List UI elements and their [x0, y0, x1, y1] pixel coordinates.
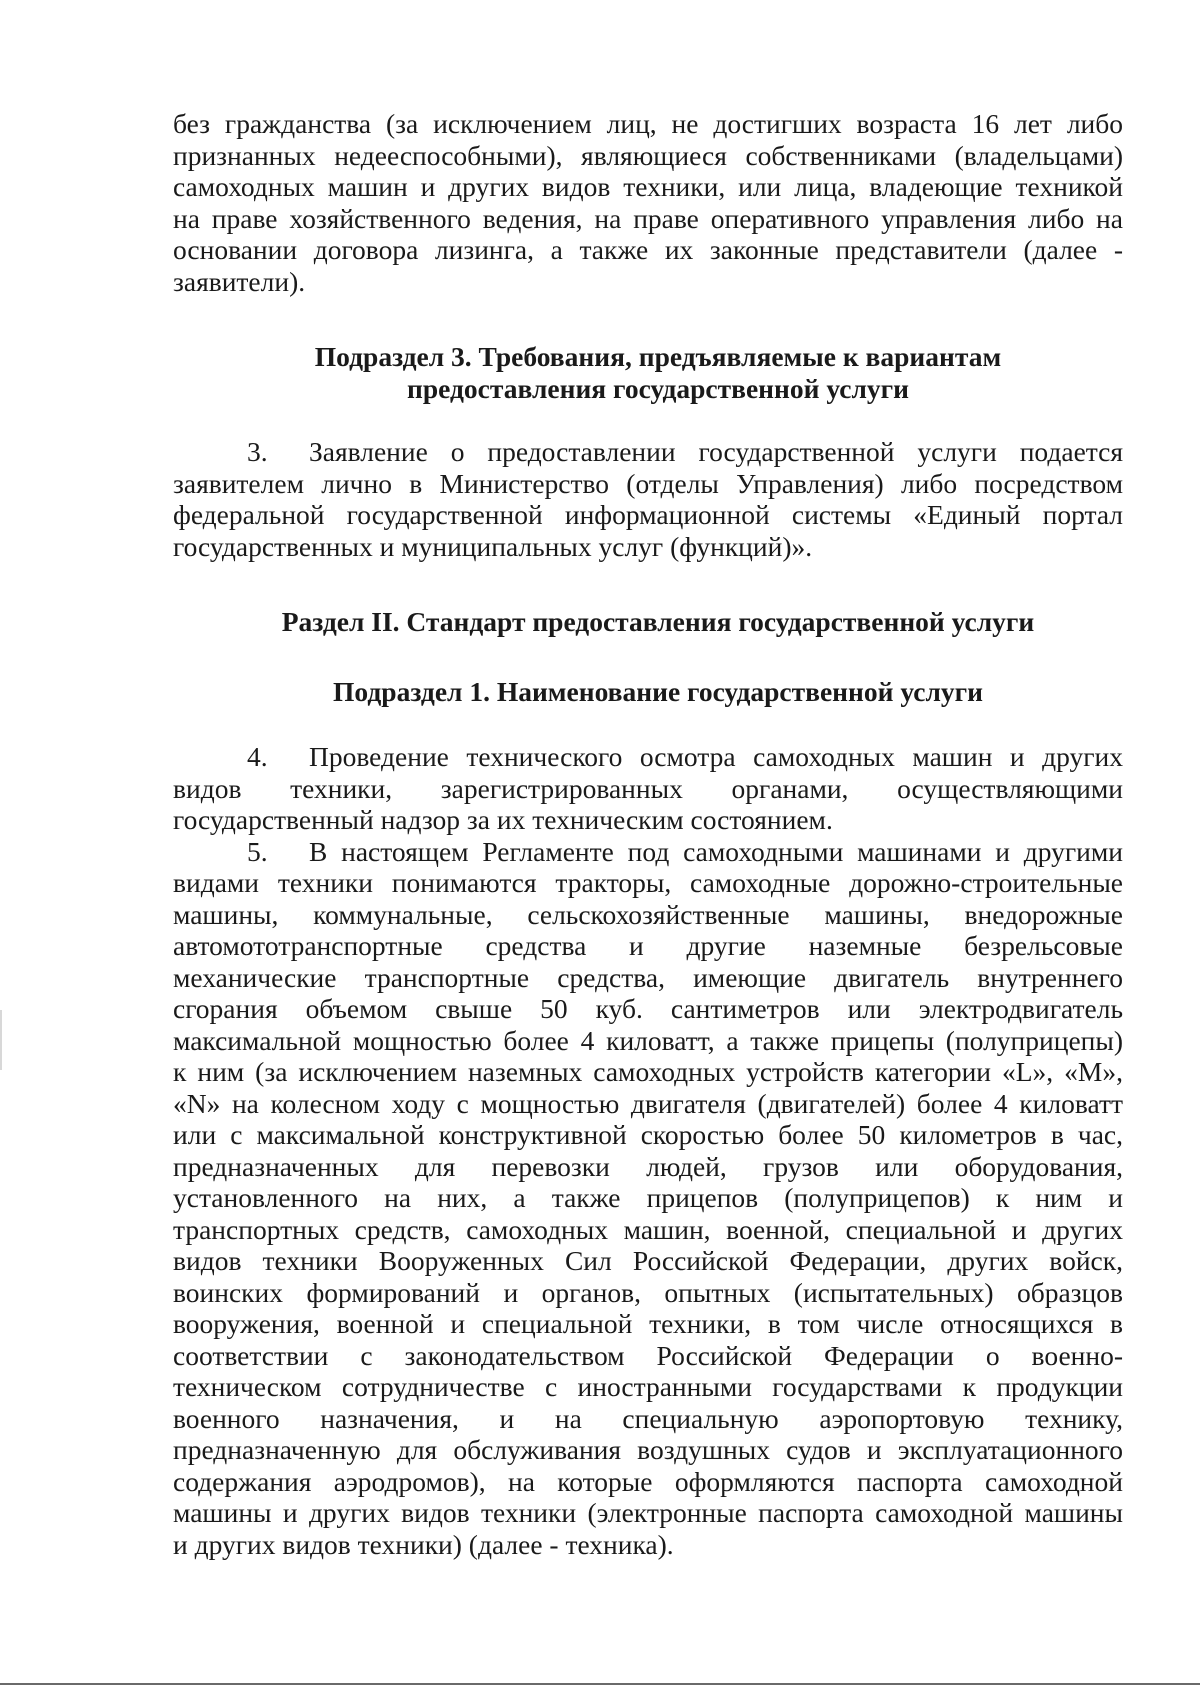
text-line: к ним (за исключением наземных самоходных устройств категории «L», «М», — [173, 1056, 1123, 1087]
text-line: техническом сотрудничестве с иностранными государствами к продукции — [173, 1371, 1123, 1402]
text-line: предназначенных для перевозки людей, грузов или оборудования, — [173, 1150, 1123, 1182]
text-line: государственный надзор за их техническим состоянием. — [173, 804, 833, 835]
heading-line: Подраздел 3. Требования, предъявляемые к вариантам — [314, 341, 1002, 372]
text-line: видов техники Вооруженных Сил Российской Федерации, других войск, — [173, 1245, 1123, 1276]
text-line: основании договора лизинга, а также их законные представители (далее - — [173, 234, 1123, 265]
text-line: содержания аэродромов), на которые оформляются паспорта самоходной — [173, 1465, 1123, 1497]
paragraph-5 — [173, 836, 1123, 1561]
text-line: федеральной государственной информационной системы «Единый портал — [173, 499, 1123, 530]
text-line: без гражданства (за исключением лиц, не достигших возраста 16 лет либо — [173, 108, 1123, 139]
text-line — [173, 836, 1123, 868]
text-line: механические транспортные средства, имеющие двигатель внутреннего — [173, 961, 1123, 993]
text-line: или с максимальной конструктивной скоростью более 50 километров в час, — [173, 1119, 1123, 1150]
text-line: воинских формирований и органов, опытных (испытательных) образцов — [173, 1276, 1123, 1308]
subsection-3-heading — [173, 341, 1123, 405]
text-line: государственных и муниципальных услуг (функций)». — [173, 530, 813, 562]
scan-edge-mark — [0, 1010, 2, 1070]
paragraph-number: 3. — [247, 436, 268, 467]
text-line: вооружения, военной и специальной техники, в том числе относящихся в — [173, 1308, 1123, 1339]
paragraph-number: 4. — [247, 741, 268, 772]
paragraph-4 — [173, 741, 1123, 836]
text-line — [173, 741, 1123, 773]
document-page — [173, 108, 1123, 1560]
text-line: самоходных машин и других видов техники, или лица, владеющие техникой — [173, 171, 1123, 202]
section-2-heading: Раздел II. Стандарт предоставления государственной услуги — [281, 606, 1035, 637]
text-line: установленного на них, а также прицепов (полуприцепов) к ним и — [173, 1182, 1123, 1213]
line-text: Заявление о предоставлении государственной услуги подается — [309, 436, 1123, 467]
text-line: признанных недееспособными), являющиеся собственниками (владельцами) — [173, 139, 1123, 171]
text-line: «N» на колесном ходу с мощностью двигателя (двигателей) более 4 киловатт — [173, 1087, 1123, 1119]
line-text: В настоящем Регламенте под самоходными машинами и другими — [309, 835, 1123, 867]
text-line: максимальной мощностью более 4 киловатт, а также прицепы (полуприцепы) — [173, 1024, 1123, 1056]
text-line: предназначенную для обслуживания воздушных судов и эксплуатационного — [173, 1434, 1123, 1465]
text-line — [173, 436, 1123, 468]
text-line: видами техники понимаются тракторы, самоходные дорожно-строительные — [173, 867, 1123, 898]
text-line: и других видов техники) (далее - техника). — [173, 1528, 674, 1560]
text-line: видов техники, зарегистрированных органами, осуществляющими — [173, 772, 1123, 804]
heading-line: предоставления государственной услуги — [407, 373, 909, 404]
paragraph-3 — [173, 436, 1123, 562]
text-line: военного назначения, и на специальную аэропортовую технику, — [173, 1402, 1123, 1434]
line-text: Проведение технического осмотра самоходных машин и других — [309, 741, 1123, 772]
text-line: машины и других видов техники (электронные паспорта самоходной машины — [173, 1497, 1123, 1528]
subsection-1-heading: Подраздел 1. Наименование государственной услуги — [333, 676, 983, 707]
text-line: автомототранспортные средства и другие наземные безрельсовые — [173, 930, 1123, 961]
text-line: заявителем лично в Министерство (отделы Управления) либо посредством — [173, 467, 1123, 499]
text-line: соответствии с законодательством Российской Федерации о военно- — [173, 1339, 1123, 1371]
text-line: заявители). — [173, 265, 306, 297]
page-bottom-border — [0, 1683, 1200, 1685]
text-line: машины, коммунальные, сельскохозяйственные машины, внедорожные — [173, 898, 1123, 930]
text-line: сгорания объемом свыше 50 куб. сантиметров или электродвигатель — [173, 993, 1123, 1024]
paragraph-number: 5. — [247, 835, 268, 867]
text-line: на праве хозяйственного ведения, на праве оперативного управления либо на — [173, 202, 1123, 234]
intro-paragraph — [173, 108, 1123, 297]
text-line: транспортных средств, самоходных машин, военной, специальной и других — [173, 1213, 1123, 1245]
